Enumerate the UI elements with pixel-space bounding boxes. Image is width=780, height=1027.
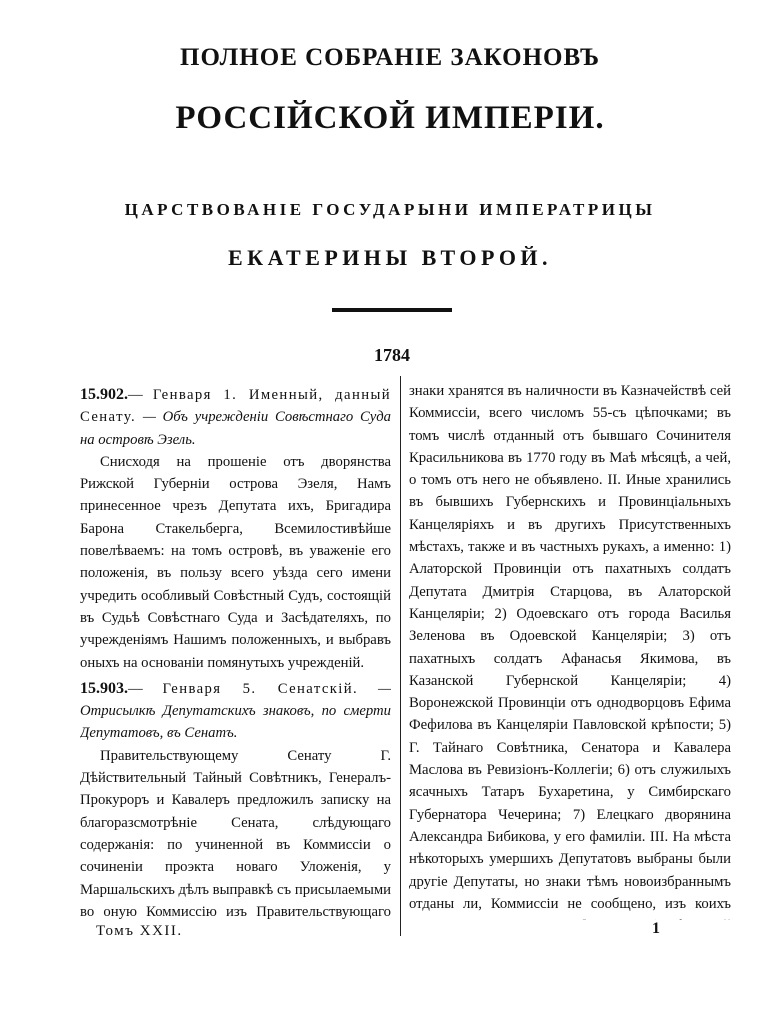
entry-title: — Объ учрежденіи Совѣстнаго Суда на островѣ Эзель. xyxy=(80,409,391,448)
entry-15902-body: Снисходя на прошеніе отъ дворянства Рижской Губерніи острова Эзеля, Намъ принесенное чрезъ Депутата ихъ, Бригадира Барона Стакельберга, Всемилостивѣйше повелѣваемъ: на томъ островѣ, въ уваженіе его положенія, въ пользу всего уѣзда сего имени учредить особливый Совѣстный Судъ, состоящій въ Судьѣ Совѣстнаго Суда и Засѣдателяхъ, по учрежденіямъ Нашимъ положенныхъ, и выбравъ оныхъ на основаніи помянутыхъ учрежденій. xyxy=(80,453,391,671)
empire-title: РОССІЙСКОЙ ИМПЕРІИ. xyxy=(175,100,605,136)
entry-number: 15.902. xyxy=(80,386,128,403)
left-column xyxy=(80,380,391,920)
entry-dash: — xyxy=(128,387,143,403)
title-rule xyxy=(332,308,452,312)
entry-15902-heading xyxy=(80,384,391,451)
right-column xyxy=(409,380,731,920)
collection-title: ПОЛНОЕ СОБРАНІЕ ЗАКОНОВЪ xyxy=(180,44,600,71)
entry-15903-body: Правительствующему Сенату Г. Дѣйствительный Тайный Совѣтникъ, Генералъ-Прокуроръ и Кавалеръ предложилъ записку на благоразсмотрѣніе Сената, слѣдующаго содержанія: по учиненной въ Коммиссіи о сочиненіи проэкта новаго Уложенія, у Маршальскихъ дѣлъ выправкѣ съ присылаемыми во оную Коммиссію изъ Правительствующаго xyxy=(80,747,391,920)
entry-date-type: Генваря 1. Именный, данный Сенату. xyxy=(80,387,391,426)
empress-name: ЕКАТЕРИНЫ ВТОРОЙ. xyxy=(227,245,553,270)
entry-15903-heading xyxy=(80,678,391,745)
entry-date-type: Генваря 5. Сенатскій. xyxy=(162,680,359,697)
year-heading: 1784 xyxy=(374,345,410,365)
entry-15903-continuation: знаки хранятся въ наличности въ Казначействѣ сей Коммиссіи, всего числомъ 55-съ цѣпочками; въ томъ числѣ отданный отъ бывшаго Сочинителя Красильникова въ 1770 году въ Маѣ мѣсяцѣ, а чей, о томъ отъ него не объявлено. II. Иные хранились въ бывшихъ Губернскихъ и Провинціальныхъ Канцеляріяхъ и въ другихъ Присутственныхъ мѣстахъ, также и въ частныхъ рукахъ, а именно: 1) Алаторской Провинціи отъ пахатныхъ солдатъ Депутата Дмитрія Старцова, въ Алаторской Канцеляріи; 2) Одоевскаго отъ города Василья Зеленова въ Одоевской Канцеляріи; 3) отъ пахатныхъ солдатъ Афанасья Якимова, въ Казанской Губернской Канцеляріи; 4) Воронежской Провинціи отъ однодворцовъ Ефима Фефилова въ Канцеляріи Павловской крѣпости; 5) Г. Тайнаго Совѣтника, Сенатора и Кавалера Маслова въ Ревизіонъ-Коллегіи; 6) отъ служилыхъ ясачныхъ Татаръ Бухаретина, у Симбирскаго Губернатора Чечерина; 7) Елецкаго дворянина Александра Бибикова, у его фамиліи. III. На мѣста нѣкоторыхъ умершихъ Депутатовъ выбраны были другіе Депутаты, но знаки тѣмъ новоизбраннымъ отданы ли, Коммиссіи не сообщено, изъ коихъ xyxy=(409,383,731,912)
column-divider xyxy=(400,376,401,936)
entry-title: —Отрисылкѣ Депутатскихъ знаковъ, по смерти Депутатовъ, въ Сенатъ. xyxy=(80,680,391,742)
volume-label: Томъ XXII. xyxy=(96,923,183,939)
entry-dash: — xyxy=(128,680,143,697)
entry-number: 15.903. xyxy=(80,679,128,697)
page-number: 1 xyxy=(652,920,660,937)
reign-heading: ЦАРСТВОВАНІЕ ГОСУДАРЫНИ ИМПЕРАТРИЦЫ xyxy=(124,200,656,219)
